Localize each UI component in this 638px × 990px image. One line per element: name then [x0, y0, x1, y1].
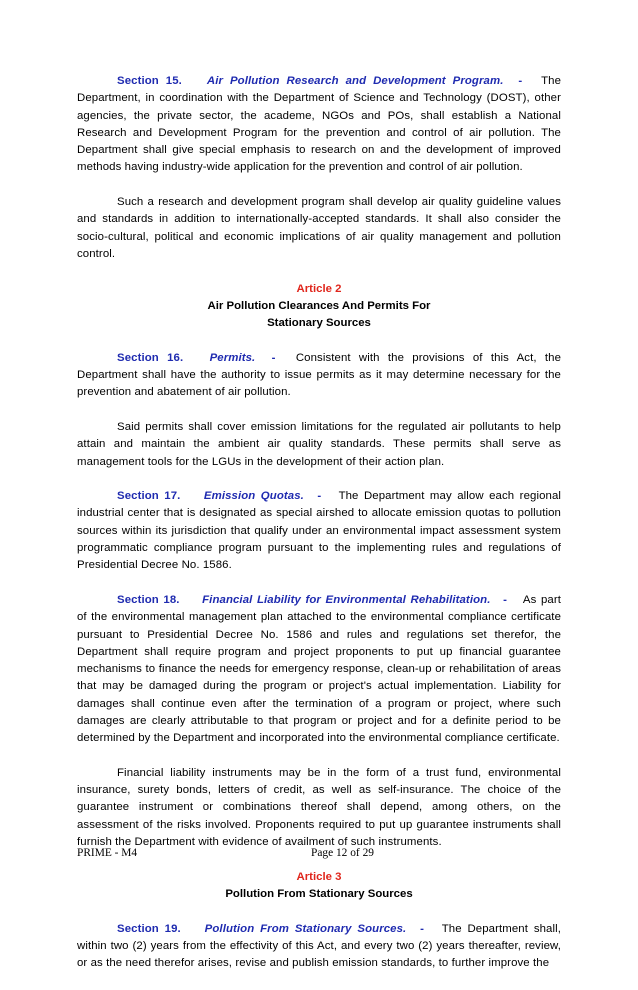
section-16-paragraph	[77, 350, 561, 402]
page-number: Page 12 of 29	[311, 847, 374, 859]
article-number: Article 3	[296, 870, 342, 883]
section-title: Emission Quotas.	[203, 490, 304, 503]
footer-document-label: PRIME - M4	[77, 847, 138, 859]
page-footer	[77, 845, 561, 865]
section-dash: -	[317, 490, 322, 503]
section-number: Section 15.	[117, 75, 182, 87]
article-title-line-1: Air Pollution Clearances And Permits For	[207, 299, 431, 312]
section-15-paragraph	[77, 73, 561, 177]
section-title: Financial Liability for Environmental Rehabilitation.	[202, 593, 491, 606]
section-17-paragraph	[77, 488, 561, 574]
article-3-heading	[77, 869, 561, 904]
section-15-paragraph-2: Such a research and development program shall develop air quality guideline values and standards in addition to internationally-accepted standards. It shall also consider the socio-cultural, political and economic implications of air quality management and pollution control.	[77, 196, 561, 260]
article-title-line-2: Stationary Sources	[267, 317, 371, 330]
section-number: Section 16.	[117, 351, 184, 364]
section-body: The Department, in coordination with the Department of Science and Technology (DOST), other agencies, the private sector, the academe, NGOs and POs, shall establish a National Research and Development Program for the prevention and control of air pollution. The Department shall give special emphasis to research on and the development of improved methods having industry-wide application for the prevention and control of air pollution.	[77, 75, 562, 174]
section-19-paragraph	[77, 921, 561, 973]
article-number: Article 2	[296, 282, 342, 295]
section-number: Section 17.	[117, 490, 181, 503]
section-dash: -	[420, 922, 425, 935]
section-body: Consistent with the provisions of this Act, the Department shall have the authority to issue permits as it may determine necessary for the prevention and abatement of air pollution.	[77, 351, 562, 399]
section-18-paragraph	[77, 592, 561, 748]
section-18-paragraph-2: Financial liability instruments may be in the form of a trust fund, environmental insurance, surety bonds, letters of credit, as well as self-insurance. The choice of the guarantee instrument or combinations thereof shall depend, among others, on the assessment of the risks involved. Proponents required to put up guarantee instruments shall furnish the Department with evidence of availment of such instruments.	[77, 766, 561, 849]
article-2-heading	[77, 281, 561, 333]
section-dash: -	[503, 593, 507, 606]
section-dash: -	[518, 75, 523, 87]
section-body: The Department may allow each regional industrial center that is designated as special airshed to allocate emission quotas to pollution sources within its jurisdiction that qualify under an environmental impact assessment system programmatic compliance program pursuant to the implementing rules and regulations of Presidential Decree No. 1586.	[77, 490, 562, 572]
section-number: Section 18.	[117, 593, 180, 606]
article-title-line-1: Pollution From Stationary Sources	[225, 887, 413, 900]
section-title: Pollution From Stationary Sources.	[204, 922, 407, 935]
section-body: The Department shall, within two (2) years from the effectivity of this Act, and every two (2) years thereafter, review, or as the need therefor arises, revise and publish emission standards, to further improve the	[77, 922, 562, 970]
section-dash: -	[271, 351, 276, 364]
section-title: Permits.	[209, 351, 256, 364]
section-number: Section 19.	[117, 922, 181, 935]
section-16-paragraph-2: Said permits shall cover emission limitations for the regulated air pollutants to help attain and maintain the ambient air quality standards. These permits shall serve as management tools for the LGUs in the development of their action plan.	[77, 420, 561, 468]
section-body: As part of the environmental management plan attached to the environmental compliance certificate pursuant to Presidential Decree No. 1586 and rules and regulations set therefor, the Department shall require program and project proponents to put up financial guarantee mechanisms to finance the needs for emergency response, clean-up or rehabilitation of areas that may be damaged during the program or project's actual implementation. Liability for damages shall continue even after the termination of a program or project, where such damages are clearly attributable to that program or project and for a definite period to be determined by the Department and incorporated into the environmental compliance certificate.	[77, 593, 562, 745]
section-title: Air Pollution Research and Development Program.	[206, 75, 504, 87]
